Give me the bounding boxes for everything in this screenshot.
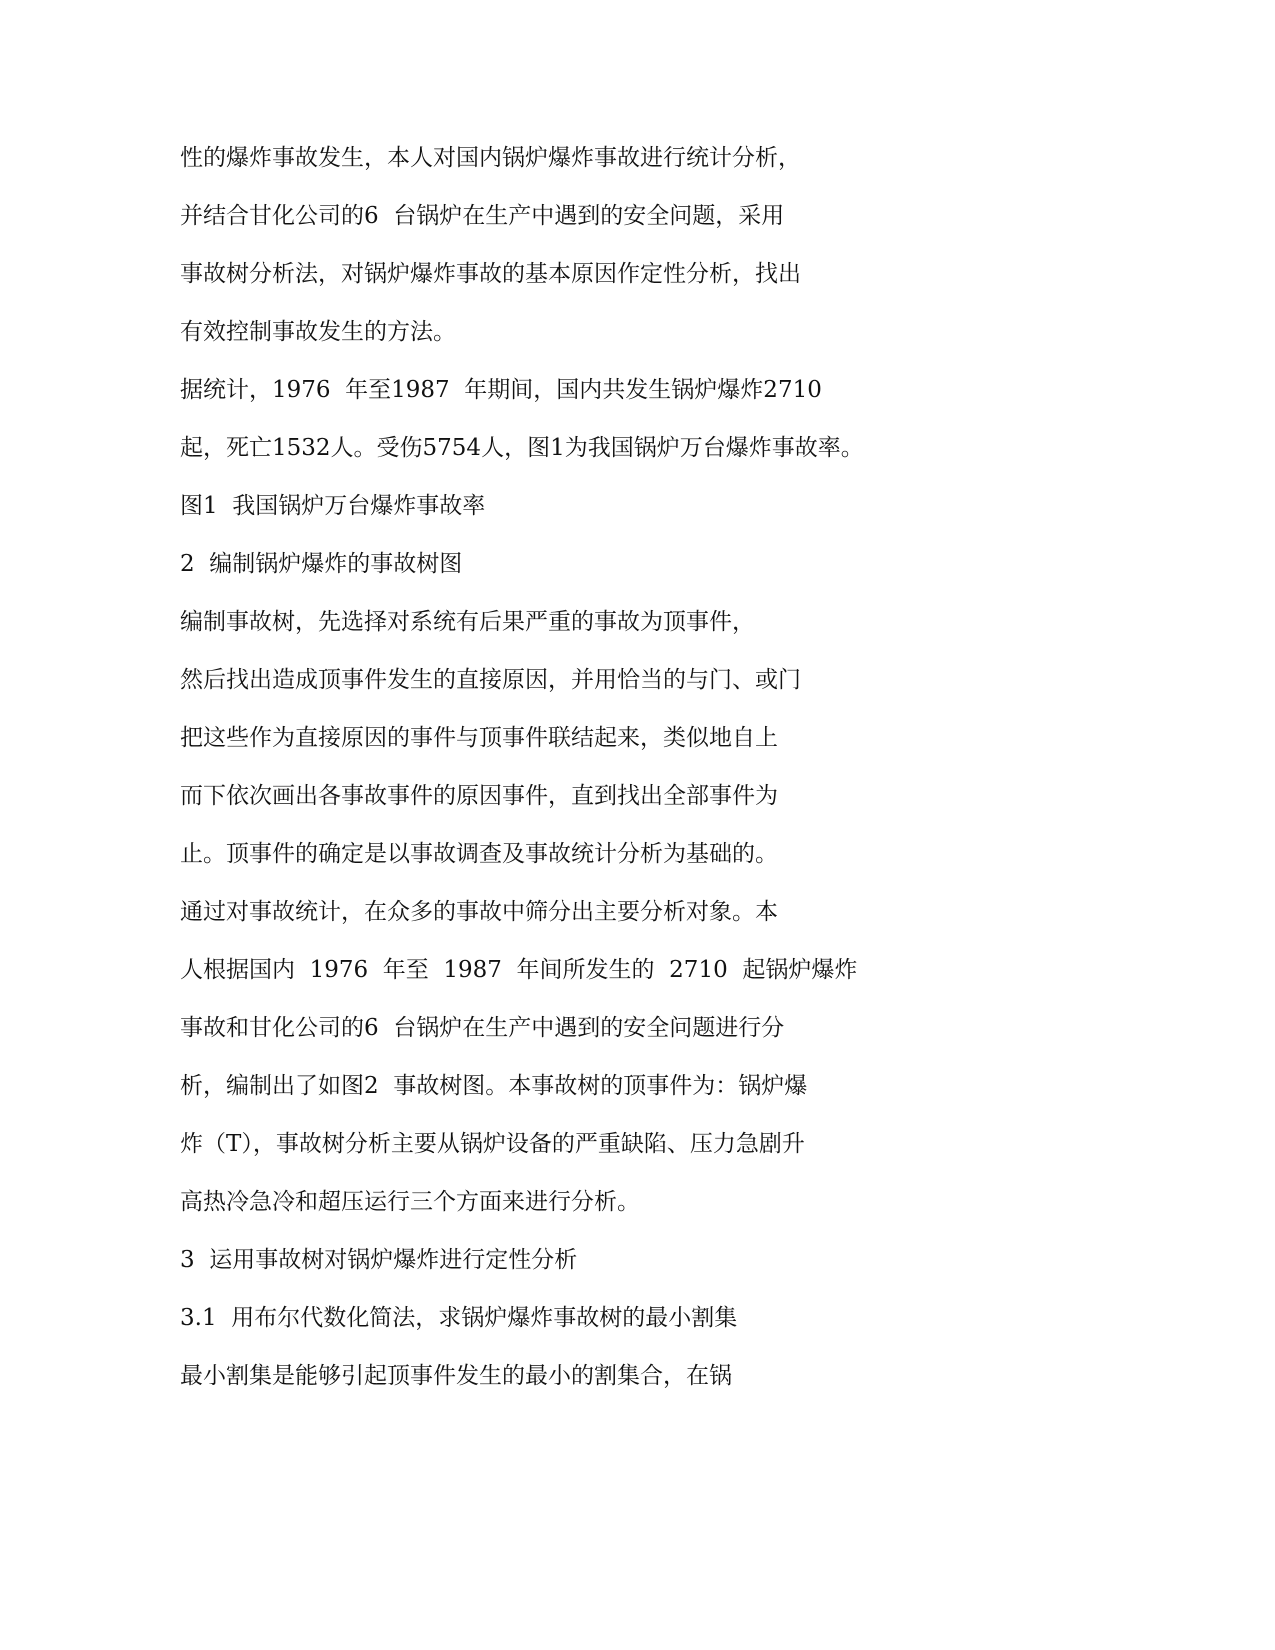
- body-text-line: 起，死亡1532人。受伤5754人，图1为我国锅炉万台爆炸事故率。: [180, 435, 864, 461]
- body-text-line: 有效控制事故发生的方法。: [180, 319, 456, 345]
- body-text-line: 人根据国内 1976 年至 1987 年间所发生的 2710 起锅炉爆炸: [180, 957, 858, 983]
- figure-caption: 图1 我国锅炉万台爆炸事故率: [180, 493, 486, 519]
- body-text-line: 通过对事故统计，在众多的事故中筛分出主要分析对象。本: [180, 899, 778, 925]
- body-text-line: 据统计，1976 年至1987 年期间，国内共发生锅炉爆炸2710: [180, 377, 822, 403]
- body-text-line: 性的爆炸事故发生，本人对国内锅炉爆炸事故进行统计分析，: [180, 145, 801, 171]
- body-text-line: 把这些作为直接原因的事件与顶事件联结起来，类似地自上: [180, 725, 778, 751]
- section-heading: 3 运用事故树对锅炉爆炸进行定性分析: [180, 1247, 578, 1273]
- body-text-line: 而下依次画出各事故事件的原因事件，直到找出全部事件为: [180, 783, 778, 809]
- section-heading: 2 编制锅炉爆炸的事故树图: [180, 551, 463, 577]
- subsection-heading: 3.1 用布尔代数化简法，求锅炉爆炸事故树的最小割集: [180, 1305, 738, 1331]
- body-text-line: 炸（T），事故树分析主要从锅炉设备的严重缺陷、压力急剧升: [180, 1131, 805, 1157]
- body-text-line: 编制事故树，先选择对系统有后果严重的事故为顶事件，: [180, 609, 755, 635]
- body-text-line: 事故和甘化公司的6 台锅炉在生产中遇到的安全问题进行分: [180, 1015, 785, 1041]
- body-text-line: 事故树分析法，对锅炉爆炸事故的基本原因作定性分析，找出: [180, 261, 801, 287]
- body-text-line: 止。顶事件的确定是以事故调查及事故统计分析为基础的。: [180, 841, 778, 867]
- body-text-line: 析，编制出了如图2 事故树图。本事故树的顶事件为：锅炉爆: [180, 1073, 808, 1099]
- body-text-line: 然后找出造成顶事件发生的直接原因，并用恰当的与门、或门: [180, 667, 801, 693]
- body-text-line: 高热冷急冷和超压运行三个方面来进行分析。: [180, 1189, 640, 1215]
- body-text-line: 并结合甘化公司的6 台锅炉在生产中遇到的安全问题，采用: [180, 203, 785, 229]
- body-text-line: 最小割集是能够引起顶事件发生的最小的割集合，在锅: [180, 1363, 732, 1389]
